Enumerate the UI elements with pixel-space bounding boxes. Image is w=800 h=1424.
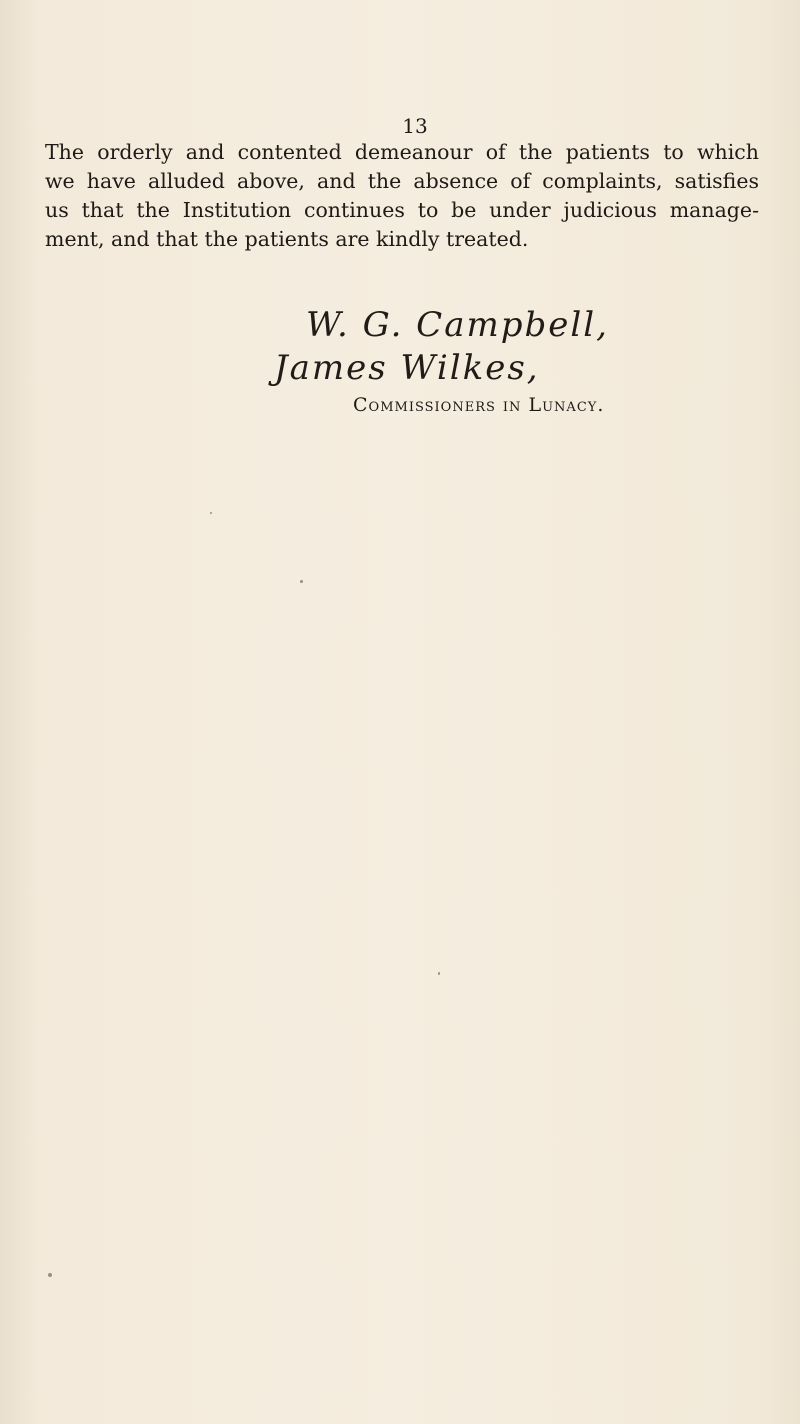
body-line: The orderly and contented demeanour of the patients to which [45, 140, 759, 164]
signatory-title: Commissioners in Lunacy. [353, 394, 605, 416]
body-line: ment, and that the patients are kindly treated. [45, 227, 529, 251]
paper-speck [210, 512, 212, 514]
signature-wilkes: James Wilkes, [274, 348, 540, 388]
page-number: 13 [402, 114, 428, 138]
signature-campbell: W. G. Campbell, [306, 305, 609, 345]
paper-speck [300, 580, 303, 583]
paper-speck [48, 1273, 52, 1277]
body-paragraph [45, 138, 759, 254]
body-line: us that the Institution continues to be under judicious manage- [45, 198, 759, 222]
body-line: we have alluded above, and the absence of complaints, satisfies [45, 169, 759, 193]
paper-speck [438, 972, 440, 975]
